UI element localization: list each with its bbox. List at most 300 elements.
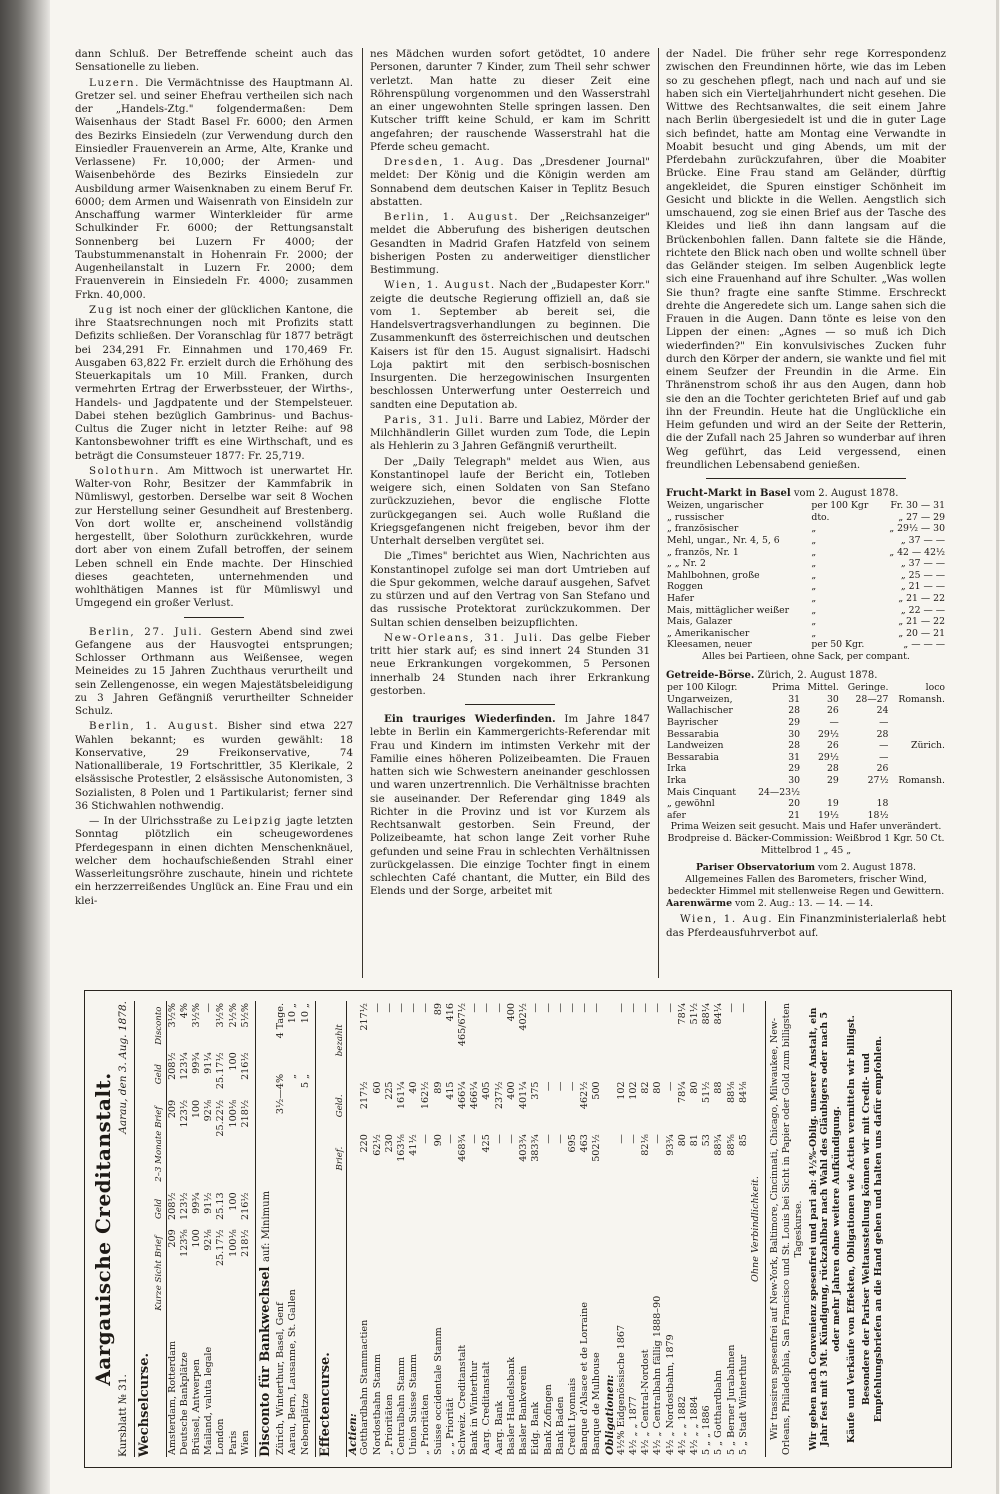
obligation-cell: 4½ „ „ 1884 [688,1396,700,1455]
actien-cell: Gotthardbahn Stammactien [359,1319,371,1455]
market-row [666,639,946,651]
market-unit: per 50 Kgr. [811,639,865,651]
exchange-cell: 216½ [239,1192,251,1221]
effects-header-cell [334,1185,347,1457]
exchange-cell: 100 [227,1052,239,1071]
actien-cell: — [420,1134,432,1144]
bourse-header-row [666,682,946,694]
exchange-cell: Amsterdam, Rotterdam [166,1340,178,1455]
exchange-cell: 92⅛ [203,1099,215,1122]
bourse-cell [801,787,840,799]
obligation-cell: 88⅝ [725,1134,737,1156]
bourse-cell: Bayrischer [667,717,718,728]
article-continuation: der Nadel. Die früher sehr rege Korrespondenz zwischen den Freundinnen hörte, wie das im Leben so zu geschehen pflegt, nach und nach auf und sie haben sich ein Vierteljahrhundert nicht gesehen. Die Wittwe des Rechtsanwaltes, die seit einem Jahre nach Berlin übergesiedelt ist und die in guter Lage sich befindet, hatte am Montag eine Verwandte in Moabit besucht und ging Abends, um mit der Pferdebahn zurückzufahren, über die Moabiter Brücke. Eine Frau stand am Geländer, dürftig angekleidet, die Spuren einstiger Schönheit im Gesicht und blickte in die Wellen. Aengstlich sich umschauend, zog sie einen Brief aus der Tasche des Kleides und ließ ihn dann langsam auf die Brückenbohlen fallen. Dann faltete sie die Hände, richtete den Blick nach oben und wollte schnell über das Geländer steigen. Im selben Augenblick legte sich eine Frauenhand auf ihre Schulter. „Was wollen Sie thun? fragte eine sanfte Stimme. Erschreckt drehte die Angeredete sich um. Lange sahen sich die Frauen in die Augen. Dann tönte es leise von den Lippen der einen: „Agnes — so muß ich Dich wiederfinden?" Ein konvulsivisches Zucken fuhr durch den Körper der andern, sie wankte und fiel mit einem Seufzer der Freundin in die Arme. Ein Thränenstrom schoß ihr aus den Augen, dann hob sie den an die Tochter gerichteten Brief auf und gab ihn der Freundin. Heute hat die Unglückliche ein Heim gefunden und wird an der Seite der Retterin, die der Zufall nach 25 Jahren so wunderbar auf ihren Weg geführt, das Leid vergessend, einen freundlichen Lebensabend genießen. [666,48,946,471]
bourse-cell: Bessarabia [667,728,719,740]
market-unit: „ [811,581,817,593]
kursblatt-number: Kursblatt № 31. [117,1374,129,1457]
actien-cell: 468¾ [457,1134,469,1162]
actien-cell: 400 [505,1081,517,1100]
actien-cell: Aarg. Creditanstalt [481,1361,493,1455]
exchange-cell: 100⅛ [227,1229,239,1257]
obligation-cell: 81 [688,1134,700,1147]
bourse-cell: Zürich. [910,740,945,752]
bourse-row [666,694,946,706]
discount-row [275,1001,287,1457]
actien-row [420,1001,432,1457]
market-item: Mehl, ungar., Nr. 4, 5, 6 [667,535,780,547]
market-item: „ Amerikanischer [667,627,750,639]
exchange-cell: Brüssel, Antwerpen [191,1359,203,1455]
column-1 [75,48,353,980]
bourse-cell: 18½ [867,809,889,821]
bourse-cell: 26 [827,740,839,752]
obligation-cell: 88⅛ [725,1081,737,1103]
article-wien: Wien, 1. August. Nach der „Budapester Korr." zeigte die deutsche Regierung offiziell an, daß sie vom 1. September ab bereit sei, die Handelsvertragsverhandlungen zu beginnen. Die Zusammenkunft des österreichischen und deutschen Kaisers ist für den 15. August signalisirt. Hadschi Loja paktirt mit den serbisch-bosnischen Insurgenten. Die herzegowinischen Insurgenten beschlossen Unterwerfung unter Oesterreich und sandten eine Deputation ab. [370,279,650,411]
actien-cell: — [530,1003,542,1013]
article-wiederfinden: Ein trauriges Wiederfinden. Im Jahre 1847 lebte in Berlin ein Kammergerichts-Referendar mit Frau und Kindern im intimsten Verkehr mit der Familie eines höheren Polizeibeamten. Die Frauen hatten sich wie Schwestern aneinander geschlossen und waren unzertrennlich. Die Verhältnisse brachten sie auseinander. Der Referendar ging 1849 als Richter in die Provinz und ist vor Kurzem als Rechtsanwalt gestorben. Sein Freund, der Polizeibeamte, hat schon lange Zeit vorher Ruhe gefunden und seine Frau in schlechten Verhältnissen zurückgelassen. Die einzige Tochter fingt in einem schlechten Café chantant, die Mutter, ein Bild des Elends und der Sorge, arbeitet mit [370,713,650,898]
actien-row [506,1001,518,1457]
notice-trading: Käufe und Verkäufe von Effekten, Obligationen wie Actien vermitteln wir billigst. [845,1015,857,1443]
actien-row [445,1001,457,1457]
exchange-cell: Deutsche Bankplätze [178,1352,190,1455]
discount-cell: Zürich, Winterthur, Basel, Genf [275,1302,287,1455]
obligation-cell: 85 [737,1134,749,1147]
market-item: Hafer [667,593,695,604]
divider [255,1001,256,1457]
discount-row [300,1001,312,1457]
obligation-cell: — [627,1003,639,1013]
obligation-note: Ohne Verbindlichkeit. [749,1176,761,1282]
discount-table [275,1001,312,1457]
article-continuation: nes Mädchen wurden sofort getödtet, 10 andere Personen, darunter 7 Kinder, zum Theil sehr schwer verletzt. Man hatte zu dieser Zeit eine Röhrenspülung vorgenommen und den Wasserstrahl an einer ungewohnten Stelle springen lassen. Den Kutscher trifft keine Schuld, er kam im Schritt angefahren; der rauschende Wasserstrahl hat die Pferde scheu gemacht. [370,48,650,153]
bourse-cell: — [879,751,889,763]
obligation-cell: 5 „ „ 1886 [701,1405,713,1455]
bourse-cell [889,787,946,799]
market-row [666,570,946,582]
exchange-heading: Wechselcurse. [137,1352,153,1457]
actien-row [457,1001,469,1457]
actien-cell: 41½ [408,1134,420,1156]
actien-cell: 237½ [493,1081,505,1110]
column-rule-2 [658,48,659,978]
exchange-cell: 218½ [239,1229,251,1257]
market-price: Fr. 30 — 31 [890,500,945,512]
actien-cell: 466¼ [457,1081,469,1110]
actien-cell: — [371,1003,383,1013]
obligation-cell: 80 [676,1134,688,1147]
article-berlin: Berlin, 1. August. Der „Reichsanzeiger" meldet die Abberufung des bisherigen deutschen Gesandten in Madrid Grafen Hatzfeld von seinem bisherigen Posten zu anderweitiger dienstlicher Bestimmung. [370,211,650,276]
bourse-cell: 28 [788,705,801,717]
bourse-row [666,810,946,822]
market-item: Roggen [667,581,703,593]
actien-cell: Basler Handelsbank [505,1356,517,1455]
obligation-row [677,1001,689,1457]
obligation-cell: — [737,1003,749,1013]
bourse-cell: „ gewöhnl [667,798,715,810]
obligation-cell: 51½ [701,1081,713,1103]
bourse-header-cell: per 100 Kilogr. [667,682,738,694]
actien-row [555,1001,567,1457]
exchange-row [228,1001,240,1457]
market-row [666,628,946,640]
bourse-cell [889,752,946,764]
market-row [666,500,946,512]
actien-cell: 502½ [591,1134,603,1162]
actien-row [408,1001,420,1457]
bourse-cell: 30 [827,693,839,705]
separator-rule [465,704,555,705]
obligation-cell: 102 [615,1081,627,1100]
bourse-header-cell: Mittel. [807,682,839,694]
obligation-cell: 51½ [688,1003,700,1025]
actien-row [530,1001,542,1457]
market-price: „ 37 — — [900,535,945,547]
bourse-cell: 19 [827,798,839,810]
market-row [666,512,946,524]
actien-cell: 695 [566,1134,578,1153]
bourse-row [666,798,946,810]
actien-cell: 40 [408,1081,420,1094]
exchange-cell: 123⅝ [178,1229,190,1257]
actien-cell: — [542,1003,554,1013]
bourse-cell: Bessarabia [667,751,719,763]
bourse-cell [889,763,946,775]
bourse-cell: — [879,740,889,752]
bourse-cell [889,729,946,741]
effects-header-cell: bezahlt [334,1001,347,1079]
obligation-cell: — [664,1003,676,1013]
actien-row [518,1001,530,1457]
effects-heading: Effectencurse. [317,1352,333,1457]
article-times: Die „Times" berichtet aus Wien, Nachrichten aus Konstantinopel zufolge sei man dort Umtrieben auf die Spur gekommen, welche darauf ausgehen, Safvet zu stürzen und auf den Vertrag von San Stefano und das russische Protektorat zurückzukommen. Der Sultan schien denselben beizupflichten. [370,550,650,629]
exchange-row [215,1001,227,1457]
exchange-cell: Mailand, valuta legale [203,1346,215,1455]
exchange-cell: 208½ [166,1192,178,1221]
exchange-cell: 100 [191,1229,203,1248]
actien-cell: — [591,1003,603,1013]
bourse-header-cell: Geringe. [847,682,889,694]
actien-cell: — [566,1081,578,1092]
obligation-cell: — [640,1003,652,1013]
market-unit: dto. [811,511,830,523]
market-unit: „ [811,535,817,547]
bourse-cell [840,787,890,799]
bourse-row [666,763,946,775]
market-item: Mais, Galazer [667,616,733,628]
market-price: „ 21 — 22 [898,593,945,604]
actien-row [384,1001,396,1457]
actien-row [396,1001,408,1457]
bourse-cell: Irka [667,763,687,775]
grain-bourse-table [666,682,946,821]
bourse-cell: Romansh. [898,693,945,705]
actien-cell: — [420,1003,432,1013]
obligation-cell: 82⅛ [640,1134,652,1156]
obligation-cell: 78¼ [676,1003,688,1025]
market-unit: „ [811,569,817,581]
obligation-cell: 4½ „ „ 1882 [676,1396,688,1455]
actien-cell: — [566,1003,578,1013]
market-item: „ russischer [667,511,724,523]
separator-rule [706,478,906,479]
obligation-cell: 4½ „ Central-Nordost [640,1349,652,1455]
obligation-cell: 5 „ Stadt Winterthur [737,1354,749,1455]
exchange-cell: 218½ [239,1099,251,1128]
bourse-cell: 19½ [818,809,839,821]
exchange-cell: — [203,1003,215,1013]
exchange-cell: 25.22½ [215,1099,227,1137]
market-unit: „ [811,558,817,570]
market-row [666,605,946,617]
bread-prices: Brodpreise d. Bäcker-Commission: Weißbrod 1 Kgr. 50 Ct. Mittelbrod 1 „ 45 „ [667,833,945,857]
obligation-cell: 82 [640,1081,652,1094]
obligation-cell: 4½ „ „ 1877 [627,1396,639,1455]
notice-drafts: Wir trassiren spesenfrei auf New-York, Baltimore, Cincinnati, Chicago, Milwaukee, New-Orleans, Philadelphia, San Francisco und St. Louis bei Sicht in Papier oder Gold zum billigsten Tageskurse. [769,1003,804,1455]
actien-cell: Eidg. Bank [530,1401,542,1455]
exchange-cell: 3½% [191,1003,203,1028]
actien-row [494,1001,506,1457]
bourse-cell: Landweizen [667,740,724,752]
discount-cell: 4 Tage. [275,1003,287,1039]
exchange-cell: Paris [227,1430,239,1455]
kursblatt-date: Aarau, den 3. Aug. 1878. [117,1001,129,1134]
bourse-header-cell: loco [925,682,945,694]
exchange-cell: 91½ [203,1192,215,1214]
market-row [666,593,946,605]
article-continuation: dann Schluß. Der Betreffende scheint auch das Sensationelle zu lieben. [75,48,353,74]
actien-row [579,1001,591,1457]
market-price: „ 21 — — [900,581,945,593]
exchange-cell: 100 [191,1099,203,1119]
actien-row [481,1001,493,1457]
market-unit: „ [811,604,817,616]
discount-cell: 3½—4% [275,1073,287,1115]
actien-cell: Credit Lyonnais [566,1377,578,1455]
column-2 [370,48,650,980]
bourse-cell: 29 [827,774,839,786]
market-row [666,616,946,628]
market-row [666,523,946,535]
actien-cell: 162½ [420,1081,432,1110]
market-item: „ französ, Nr. 1 [667,546,739,558]
obligation-cell: 88¾ [713,1134,725,1156]
obligation-cell: — [664,1081,676,1092]
actien-cell: Suisse occidentale Stamm [432,1327,444,1455]
bourse-cell: 29½ [818,728,839,740]
market-row [666,535,946,547]
bourse-cell: 27½ [867,774,889,786]
grain-bourse-heading: Getreide-Börse. Zürich, 2. August 1878. [666,669,878,681]
actien-row [372,1001,384,1457]
actien-cell: — [542,1134,554,1144]
notice-obligations: Wir geben nach Convenienz spesenfrei und pari ab: 4½%-Oblig. unserer Anstalt, ein Jahr fest mit 3 Mt. Kündigung, rückzahlbar nach Wahl des Gläubigers oder nach 5 oder mehr Jahren ohne weitere Aufkündigung. [807,1007,843,1451]
actien-cell: 500 [591,1081,603,1100]
article-berlin-27: Berlin, 27. Juli. Gestern Abend sind zwei Gefangene aus der Hausvogtei entsprungen; Schlosser Orthmann aus Weißensee, wegen Meineides zu 15 Jahren Zuchthaus verurtheilt und sein Zellengenosse, ein wegen Majestätsbeleidigung zu 3 Jahren Gefängniß verurtheilter Schneider Schulz. [75,625,353,717]
actien-cell: 161¼ [396,1081,408,1110]
market-unit: „ [811,627,817,639]
actien-cell: 462½ [579,1081,591,1110]
exchange-cell: 2½% [227,1003,239,1028]
obligation-row [640,1001,652,1457]
bourse-row [666,740,946,752]
market-item: „ französischer [667,523,739,535]
bourse-cell: 21 [788,809,801,821]
bourse-cell [889,705,946,717]
actien-cell: Basler Bankverein [518,1365,530,1455]
divider [765,1001,766,1457]
actien-cell: — [408,1003,420,1013]
obligation-cell: 5 „ Gotthardbahn [713,1369,725,1455]
bourse-row [666,787,946,799]
bourse-cell: afer [667,809,686,821]
actien-cell: 383¾ [530,1134,542,1162]
obligation-cell: — [615,1134,627,1144]
effects-header-cell: Brief. [334,1132,347,1185]
exchange-header-cell [153,1319,166,1457]
bourse-cell: Irka [667,774,687,786]
market-item: Kleesamen, neuer [667,639,752,651]
discount-cell: 10 „ [287,1003,299,1024]
exchange-cell: 25.13 [215,1192,227,1220]
exchange-rate-box [84,990,952,1468]
market-item: Weizen, ungarischer [667,500,764,512]
actien-cell: 230 [383,1134,395,1153]
bourse-header-cell: Prima [772,682,801,694]
obligationen-section-label: Obligationen: [603,1374,616,1455]
actien-cell: „ Prioritäten [420,1394,432,1455]
exchange-cell: 91¼ [203,1052,215,1074]
bank-title: Aargauische Creditanstalt. [91,1072,115,1386]
exchange-row [240,1001,252,1457]
exchange-cell: 25.17½ [215,1052,227,1090]
discount-heading: Disconto für Bankwechsel auf: Minimum [258,1190,274,1457]
scan-book-edge [0,0,50,1494]
exchange-table [153,1001,252,1457]
obligation-row [652,1001,664,1457]
aare-temperature: Aarenwärme vom 2. Aug.: 13. — 14. — 14. [666,898,874,910]
bourse-cell: 29 [788,763,801,775]
actien-cell: Schweiz. Creditanstalt [457,1344,469,1455]
page-edge-line [996,0,999,1494]
fruit-market-heading: Frucht-Markt in Basel vom 2. August 1878. [666,488,899,499]
exchange-cell: 216½ [239,1052,251,1080]
exchange-header-cell: Geld [153,1190,166,1227]
exchange-header-cell: 2–3 Monate Brief [153,1098,166,1191]
actien-cell: 465/67½ [457,1003,469,1047]
bourse-cell [889,798,946,810]
market-item: „ „ Nr. 2 [667,558,706,570]
actien-cell: 400 [505,1003,517,1022]
obligation-row [689,1001,701,1457]
exchange-cell: Wien [239,1430,251,1455]
bourse-row [666,705,946,717]
actien-cell: 415 [444,1081,456,1100]
actien-cell: 425 [481,1134,493,1153]
obligation-cell: 88¼ [701,1003,713,1025]
article-luzern: Luzern. Die Vermächtnisse des Hauptmann Al. Gretzer sel. und seiner Ehefrau vertheilen sich nach der „Handels-Ztg." folgendermaßen: Dem Waisenhaus der Stadt Basel Fr. 6000; den Armen des Bezirks Einsiedeln (zur Verwendung durch den Einsiedler Frauenverein an Arme, Alte, Kranke und Verlassene) Fr. 10,000; der Armen- und Waisenbehörde des Bezirks Einsiedeln zur Ausbildung armer Waisenknaben zu einem Beruf Fr. 6000; dem Armen und Waisenrath von Einsideln zur Anschaffung warmer Winterkleider für arme Schulkinder Fr. 6000; der Rettungsanstalt Sonnenberg bei Luzern Fr 4000; der Taubstummenanstalt in Hohenrain Fr. 2000; der Augenheilanstalt in Luzern Fr. 2000; dem Frauenverein in Einsiedeln Fr. 4000; zusammen Frkn. 40,000. [75,76,353,301]
actien-cell: 403¾ [518,1134,530,1162]
exchange-header-cell: Geld [153,1050,166,1098]
bourse-cell: 18 [876,798,889,810]
bourse-cell: 30 [788,728,801,740]
exchange-cell: 92⅛ [203,1229,215,1251]
bourse-cell: 28 [876,728,889,740]
article-berlin-1: Berlin, 1. August. Bisher sind etwa 227 Wahlen bekannt; es wurden gewählt: 18 Konservative, 29 Freikonservative, 74 Nationalliberale, 19 Fortschrittler, 35 Klerikale, 2 elsässische Protestler, 2 elsässische Autonomisten, 3 Sozialisten, 8 Polen und 1 Partikularist; ferner sind 36 Stichwahlen nothwendig. [75,720,353,812]
obligation-row [726,1001,738,1457]
obligation-cell: — [725,1003,737,1013]
notice-exhibition: Besondere der Pariser Weltausstellung können wir mit Credit- und Empfehlungsbriefen an die Hand gehen und halten uns dafür empfohlen. [860,1035,884,1423]
market-price: „ 25 — — [900,569,945,581]
obligation-cell: — [652,1003,664,1013]
effects-header-row [334,1001,347,1457]
bourse-cell [889,810,946,822]
bourse-cell: 20 [788,798,801,810]
article-leipzig: — In der Ulrichsstraße zu Leipzig jagte letzten Sonntag plötzlich ein scheugewordenes Pferdegespann in einen dichten Menschenknäuel, welcher dem hochaufschießenden Strahl einer Wasserleitungsröhre zuschaute, hinein und richtete ein herzzerreißendes Unglück an. Eine Frau und ein klei- [75,815,353,907]
market-unit: „ [811,616,817,628]
column-3 [666,48,946,980]
exchange-cell: 123½ [178,1099,190,1128]
market-unit: „ [811,523,817,535]
exchange-header-row [153,1001,166,1457]
market-price: „ 21 — 22 [898,616,945,628]
market-unit: „ [811,546,817,558]
exchange-rate-content [85,991,951,1467]
article-solothurn: Solothurn. Am Mittwoch ist unerwartet Hr. Walter-von Rohr, Besitzer der Kammfabrik in Nümliswyl, gestorben. Derselbe war seit 8 Wochen zur Herstellung seiner Gesundheit auf Brestenberg. Von dort wollte er, anscheinend vollständig hergestellt, über Solothurn zurückkehren, wurde dort aber von einem Zufall betroffen, der seinem Leben schnell ein Ende machte. Der Hinschied dieses geachteten, unternehmenden und wohlthätigen Mannes ist für Mümliswyl und Umgegend ein großer Verlust. [75,464,353,610]
actien-cell: „ „ Priorität [444,1397,456,1455]
obligation-row [628,1001,640,1457]
obligation-cell: 84⅛ [737,1081,749,1103]
actien-cell: 405 [481,1081,493,1100]
market-unit: per 100 Kgr [811,500,869,512]
actien-row [433,1001,445,1457]
discount-cell: 5 „ [299,1073,311,1089]
bourse-row [666,775,946,787]
obligation-cell: — [615,1003,627,1013]
actien-cell: Aarg. Bank [493,1400,505,1455]
actien-cell: — [481,1003,493,1013]
actien-cell: 89 [432,1081,444,1094]
obligation-cell: — [652,1134,664,1144]
actien-cell: 220 [359,1134,371,1153]
actien-section [347,1001,360,1457]
exchange-cell: London [215,1418,227,1455]
obligation-row [713,1001,725,1457]
discount-cell: „ [287,1073,299,1079]
exchange-cell: 209 [166,1229,178,1248]
actien-cell: Bank Baden [554,1396,566,1455]
bourse-cell: 29½ [818,751,839,763]
obligation-cell: 80 [688,1081,700,1094]
obligation-row [616,1001,628,1457]
bourse-cell: 31 [788,693,801,705]
exchange-cell: 99¾ [191,1192,203,1214]
exchange-cell: 5½% [239,1003,251,1028]
discount-cell: Nebenplätze [299,1393,311,1455]
bourse-cell: Wallachischer [667,705,733,717]
actien-cell: 89 [432,1003,444,1016]
actien-cell: — [383,1003,395,1013]
exchange-cell: 123¼ [178,1052,190,1080]
bourse-cell: 31 [788,751,801,763]
actien-cell: — [542,1081,554,1092]
actien-cell: 402½ [518,1003,530,1031]
grain-bourse-note: Prima Weizen seit gesucht. Mais und Hafer unverändert. [670,821,942,833]
article-paris: Paris, 31. Juli. Barre und Labiez, Mörder der Milchhändlerin Gillet wurden zum Tode, die Lepin als Hehlerin zu 3 Jahren Gefängniß verurtheilt. [370,413,650,453]
obligationen-section [604,1001,616,1457]
actien-cell: 217½ [359,1003,371,1031]
bourse-cell: 24 [876,705,889,717]
actien-row [359,1001,371,1457]
